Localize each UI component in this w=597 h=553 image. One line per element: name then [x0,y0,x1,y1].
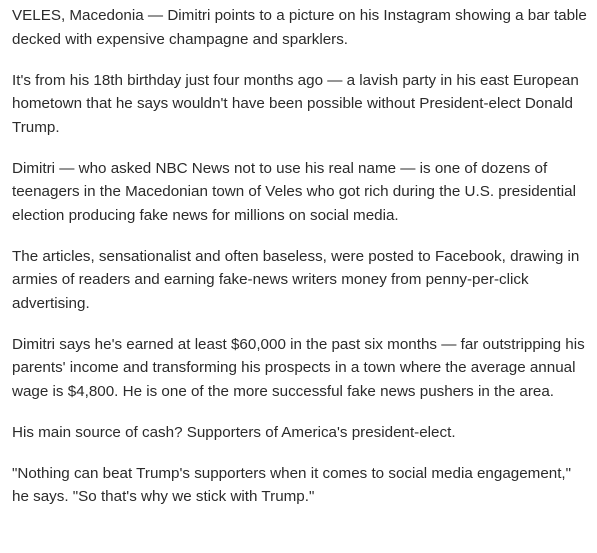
paragraph-dateline: VELES, Macedonia — Dimitri points to a picture on his Instagram showing a bar table decked with expensive champagne and sparklers. [12,7,587,48]
paragraph-earnings: Dimitri says he's earned at least $60,000 in the past six months — far outstripping his parents' income and transforming his prospects in a town where the average annual wage is $4,800. He is one of the more successful fake news pushers in the area. [12,335,585,400]
paragraph-identity: Dimitri — who asked NBC News not to use his real name — is one of dozens of teenagers in the Macedonian town of Veles who got rich during the U.S. presidential election producing fake news for millions on social media. [12,159,576,224]
paragraph-source: His main source of cash? Supporters of America's president-elect. [12,423,456,441]
paragraph-quote: "Nothing can beat Trump's supporters when it comes to social media engagement," he says. "So that's why we stick with Trump." [12,464,572,505]
paragraph-articles: The articles, sensationalist and often baseless, were posted to Facebook, drawing in armies of readers and earning fake-news writers money from penny-per-click advertising. [12,247,580,312]
paragraph-birthday: It's from his 18th birthday just four months ago — a lavish party in his east European hometown that he says wouldn't have been possible without President-elect Donald Trump. [12,71,579,136]
